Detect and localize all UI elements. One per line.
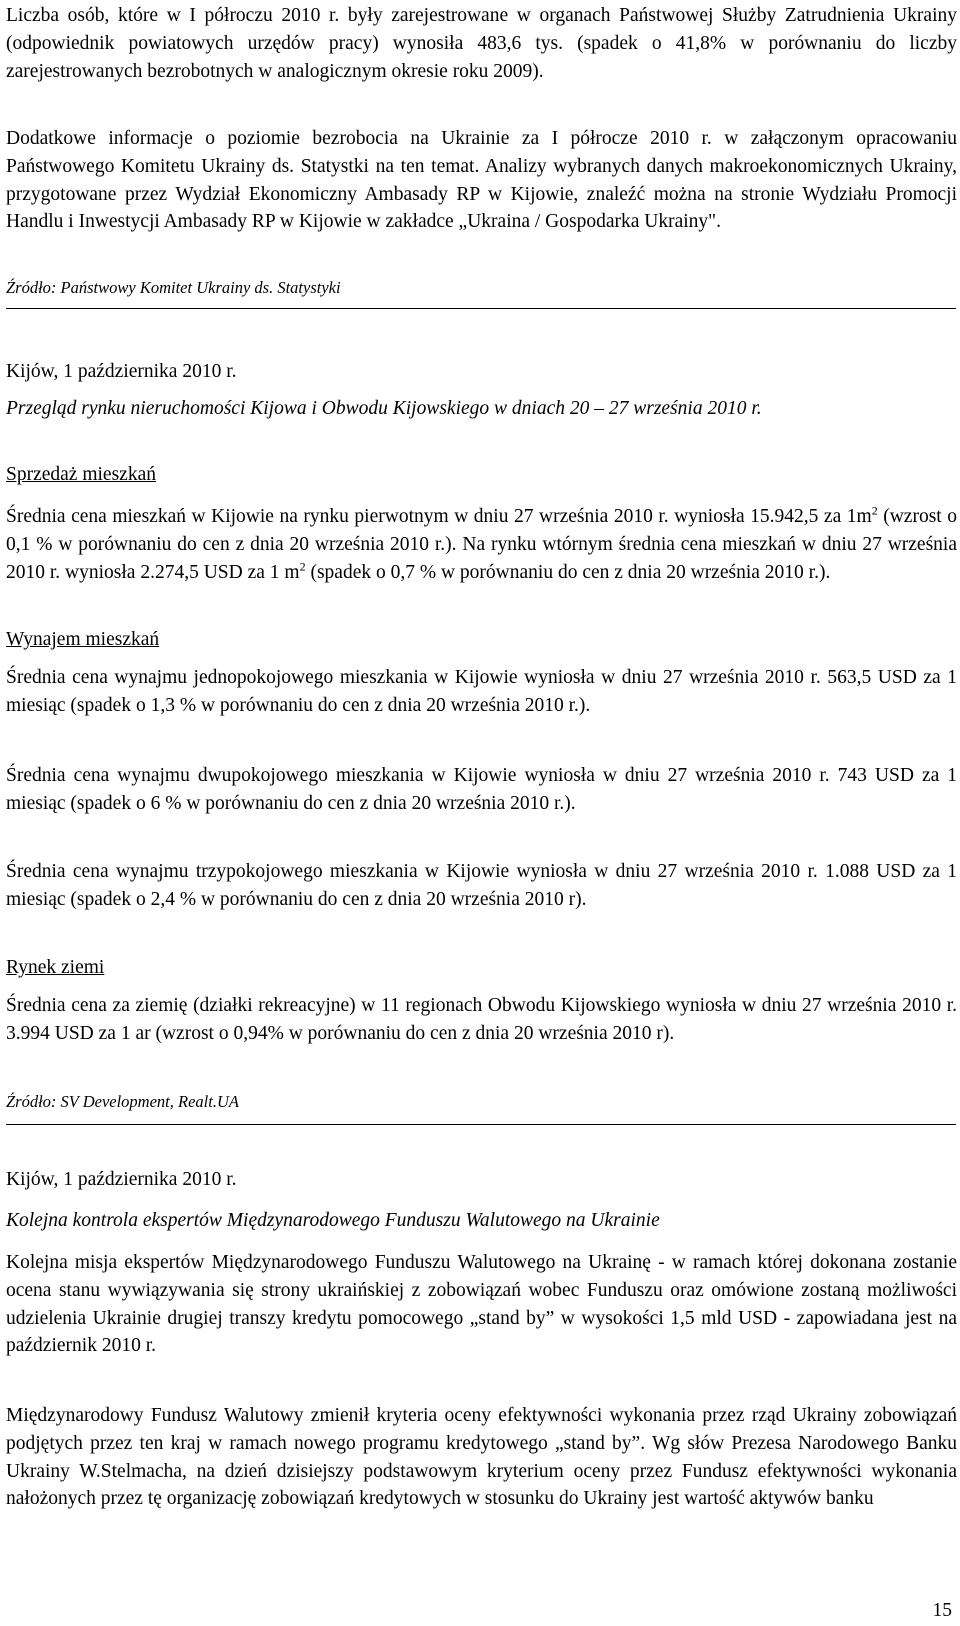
land-paragraph: Średnia cena za ziemię (działki rekreacyjne) w 11 regionach Obwodu Kijowskiego wyniosła w dniu 27 września 2010 r. 3.994 USD za 1 ar (wzrost o 0,94% w porównaniu do cen z dnia 20 września 2010 r). [6, 995, 957, 1044]
rent-three-room-paragraph: Średnia cena wynajmu trzypokojowego mieszkania w Kijowie wyniosła w dniu 27 września 2010 r. 1.088 USD za 1 miesiąc (spadek o 2,4 % w porównaniu do cen z dnia 20 września 2010 r). [6, 861, 957, 910]
rent-two-room-paragraph: Średnia cena wynajmu dwupokojowego mieszkania w Kijowie wyniosła w dniu 27 września 2010 r. 743 USD za 1 miesiąc (spadek o 6 % w porównaniu do cen z dnia 20 września 2010 r.). [6, 765, 957, 814]
page-number: 15 [932, 1600, 952, 1621]
section2-title: Przegląd rynku nieruchomości Kijowa i Obwodu Kijowskiego w dniach 20 – 27 września 2010 r. [6, 398, 762, 419]
sales-text-a: Średnia cena mieszkań w Kijowie na rynku pierwotnym w dniu 27 września 2010 r. wyniosła 15.942,5 za 1m [6, 506, 872, 527]
superscript-2b: 2 [299, 559, 306, 574]
section-divider-1 [6, 308, 956, 309]
superscript-2: 2 [871, 503, 878, 518]
imf-criteria-paragraph: Międzynarodowy Fundusz Walutowy zmienił kryteria oceny efektywności wykonania przez rząd Ukrainy zobowiązań podjętych przez ten kraj w ramach nowego programu kredytowego „stand by”. Wg słów Prezesa Narodowego Banku Ukrainy W.Stelmacha, na dzień dzisiejszy podstawowym kryterium oceny przez Fundusz efektywności wykonania nałożonych przez tę organizację zobowiązań kredytowych w stosunku do Ukrainy jest wartość aktywów banku [6, 1405, 957, 1510]
land-heading-text: Rynek ziemi [6, 957, 105, 978]
sales-text-b: (wzrost o 0,1 % w porównaniu do cen z dnia 20 września 2010 r.). Na rynku wtórnym średnia cena mieszkań w dniu 27 września 2010 r. wyniosła 2.274,5 USD za 1 m [6, 506, 957, 583]
unemployment-paragraph: Liczba osób, które w I półroczu 2010 r. były zarejestrowane w organach Państwowej Służby Zatrudnienia Ukrainy (odpowiednik powiatowych urzędów pracy) wynosiła 483,6 tys. (spadek o 41,8% w porównaniu do liczby zarejestrowanych bezrobotnych w analogicznym okresie roku 2009). [6, 5, 957, 82]
section-divider-2 [6, 1124, 956, 1125]
sales-text-c: (spadek o 0,7 % w porównaniu do cen z dnia 20 września 2010 r.). [305, 561, 831, 583]
source-note-2: Źródło: SV Development, Realt.UA [6, 1092, 239, 1111]
imf-mission-paragraph: Kolejna misja ekspertów Międzynarodowego Funduszu Walutowego na Ukrainę - w ramach której dokonana zostanie ocena stanu wywiązywania się strony ukraińskiej z zobowiązań wobec Funduszu oraz omówione zostaną możliwości udzielenia Ukrainie drugiej transzy kredytu pomocowego „stand by” w wysokości 1,5 mld USD - zapowiadana jest na październik 2010 r. [6, 1252, 957, 1357]
sales-heading [6, 461, 957, 489]
rent-one-room-paragraph: Średnia cena wynajmu jednopokojowego mieszkania w Kijowie wyniosła w dniu 27 września 2010 r. 563,5 USD za 1 miesiąc (spadek o 1,3 % w porównaniu do cen z dnia 20 września 2010 r.). [6, 667, 957, 716]
rent-heading-text: Wynajem mieszkań [6, 629, 160, 650]
source-note-1: Źródło: Państwowy Komitet Ukrainy ds. Statystyki [6, 278, 341, 297]
section3-date: Kijów, 1 października 2010 r. [6, 1169, 237, 1190]
additional-info-paragraph: Dodatkowe informacje o poziomie bezrobocia na Ukrainie za I półrocze 2010 r. w załączonym opracowaniu Państwowego Komitetu Ukrainy ds. Statystki na ten temat. Analizy wybranych danych makroekonomicznych Ukrainy, przygotowane przez Wydział Ekonomiczny Ambasady RP w Kijowie, znaleźć można na stronie Wydziału Promocji Handlu i Inwestycji Ambasady RP w Kijowie w zakładce „Ukraina / Gospodarka Ukrainy". [6, 128, 957, 233]
sales-paragraph [6, 503, 957, 586]
land-heading [6, 954, 957, 982]
rent-heading [6, 626, 957, 654]
section2-date: Kijów, 1 października 2010 r. [6, 361, 237, 382]
sales-heading-text: Sprzedaż mieszkań [6, 464, 156, 485]
section3-title: Kolejna kontrola ekspertów Międzynarodowego Funduszu Walutowego na Ukrainie [6, 1210, 660, 1231]
